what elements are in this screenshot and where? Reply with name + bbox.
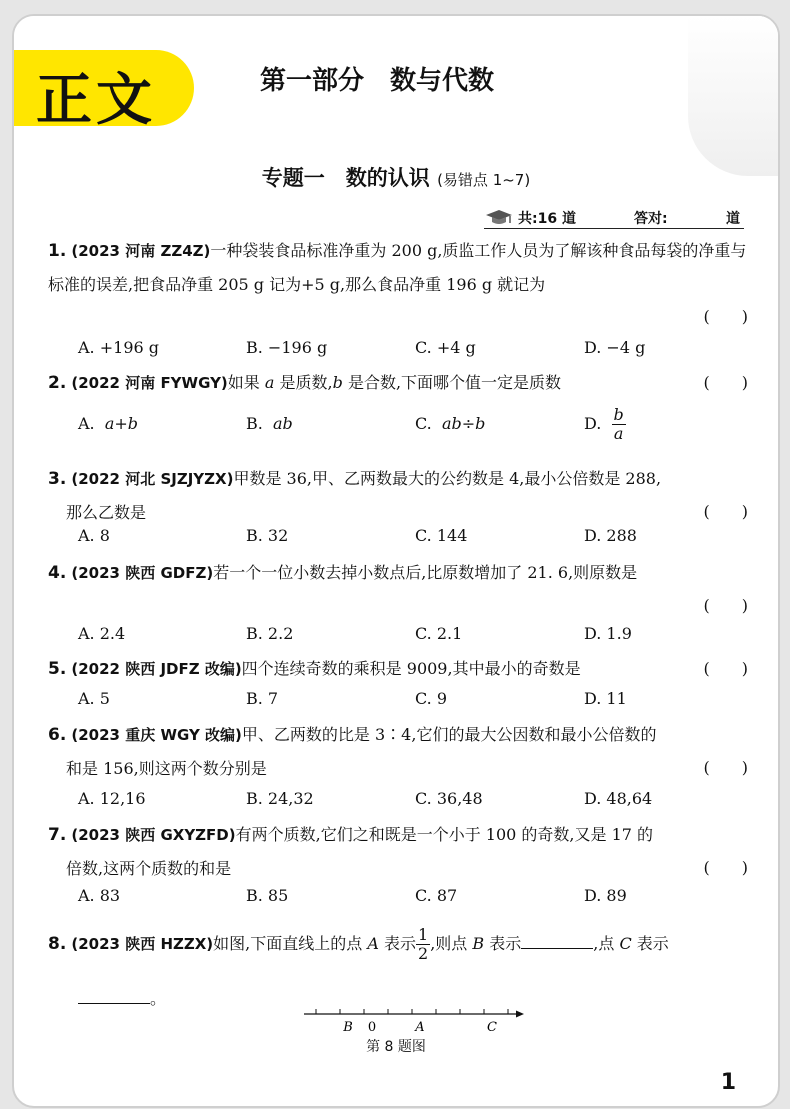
question-text: 如图,下面直线上的点 — [213, 934, 368, 953]
answer-blank-c[interactable] — [78, 987, 150, 1004]
question-text: 那么乙数是 — [66, 503, 147, 522]
question-source: (2023 陕西 GDFZ) — [71, 564, 214, 582]
question-6 — [48, 718, 748, 785]
question-number: 3. — [48, 469, 67, 489]
question-text: 若一个一位小数去掉小数点后,比原数增加了 21. 6,则原数是 — [213, 563, 638, 582]
option-b: B. −196 g — [246, 338, 328, 357]
fraction-numerator: 1 — [418, 925, 429, 944]
question-8 — [48, 926, 748, 963]
question-text: 一种袋装食品标准净重为 200 g,质监工作人员为了解该种食品每袋的净重与标准的误差,把食品净重 205 g 记为+5 g,那么食品净重 196 g 就记为 — [48, 241, 747, 294]
question-1 — [48, 234, 748, 301]
option-d: D. 11 — [584, 689, 627, 708]
fraction-numerator: b — [613, 405, 624, 424]
question-text: 表示 — [484, 934, 522, 953]
option-c: C. 36,48 — [415, 789, 483, 808]
topic-title-text: 专题一 数的认识 — [261, 166, 430, 190]
question-3 — [48, 462, 748, 529]
answer-bracket[interactable]: ( ) — [703, 758, 748, 777]
question-2-options — [78, 405, 738, 454]
point-b-label: B — [343, 1020, 353, 1035]
graduation-cap-icon — [484, 207, 514, 227]
fraction-denominator: 2 — [418, 944, 429, 963]
option-c: C. 2.1 — [415, 624, 463, 643]
option-a: A. 5 — [78, 689, 110, 708]
header-decoration — [688, 16, 778, 176]
question-1-answer-row — [48, 300, 748, 333]
fraction — [612, 406, 626, 443]
question-3-options — [78, 526, 738, 554]
question-5 — [48, 652, 748, 686]
question-4 — [48, 556, 748, 615]
option-b: B. 2.2 — [246, 624, 294, 643]
part-title: 第一部分 数与代数 — [260, 66, 495, 96]
question-text: 甲数是 36,甲、乙两数最大的公约数是 4,最小公倍数是 288, — [233, 469, 662, 488]
page-number: 1 — [720, 1070, 736, 1095]
option-b: B. 24,32 — [246, 789, 314, 808]
question-text: 和是 156,则这两个数分别是 — [66, 759, 267, 778]
section-tag — [12, 50, 194, 133]
figure-caption: 第 8 题图 — [366, 1039, 426, 1055]
option-a: A. 83 — [78, 886, 121, 905]
fraction-denominator: a — [613, 424, 624, 443]
question-1-options — [78, 338, 738, 366]
question-text: 四个连续奇数的乘积是 9009,其中最小的奇数是 — [241, 659, 581, 678]
question-source: (2023 陕西 GXYZFD) — [71, 826, 236, 844]
question-text: 倍数,这两个质数的和是 — [66, 859, 232, 878]
total-count: 共:16 道 — [518, 211, 576, 227]
variable: a — [264, 373, 275, 392]
score-bar — [484, 208, 744, 229]
answer-bracket[interactable]: ( ) — [703, 307, 748, 326]
question-number: 4. — [48, 563, 67, 583]
question-number: 6. — [48, 725, 67, 745]
question-text: 如果 — [227, 373, 265, 392]
option-d: D. 1.9 — [584, 624, 632, 643]
question-6-options — [78, 789, 738, 817]
question-text: 。 — [150, 989, 167, 1008]
correct-unit: 道 — [726, 211, 740, 227]
topic-subtitle: (易错点 1~7) — [437, 171, 531, 189]
question-2 — [48, 366, 748, 400]
answer-bracket[interactable]: ( ) — [703, 596, 748, 615]
option-d — [584, 406, 626, 443]
question-text: 表示 — [631, 934, 669, 953]
answer-blank-b[interactable] — [521, 932, 593, 949]
question-5-options — [78, 689, 738, 717]
option-d: D. −4 g — [584, 338, 646, 357]
answer-bracket[interactable]: ( ) — [703, 502, 748, 521]
answer-bracket[interactable]: ( ) — [703, 858, 748, 877]
answer-bracket[interactable]: ( ) — [703, 659, 748, 678]
variable: b — [332, 373, 343, 392]
question-source: (2023 河南 ZZ4Z) — [71, 242, 211, 260]
origin-label: 0 — [367, 1020, 377, 1035]
question-7 — [48, 818, 748, 885]
fraction — [416, 926, 430, 963]
question-number: 7. — [48, 825, 67, 845]
section-tag-label: 正文 — [36, 68, 156, 133]
option-c: C. 87 — [415, 886, 458, 905]
arrow-icon — [516, 1011, 524, 1018]
question-number: 8. — [48, 934, 67, 954]
question-source: (2022 陕西 JDFZ 改编) — [71, 660, 242, 678]
question-text: ,则点 — [430, 934, 473, 953]
topic-title — [14, 162, 778, 192]
option-a: A. 12,16 — [78, 789, 146, 808]
question-text: 甲、乙两数的比是 3∶4,它们的最大公因数和最小公倍数的 — [241, 725, 657, 744]
question-text: 表示 — [378, 934, 417, 953]
option-d: D. 48,64 — [584, 789, 653, 808]
variable: A — [367, 934, 379, 953]
option-c: C. +4 g — [415, 338, 476, 357]
question-source: (2023 重庆 WGY 改编) — [71, 726, 242, 744]
option-d-label: D. — [584, 414, 602, 433]
question-text: 是质数, — [274, 373, 333, 392]
point-a-label: A — [415, 1020, 425, 1035]
question-source: (2022 河北 SJZJYZX) — [71, 470, 234, 488]
variable: B — [472, 934, 485, 953]
question-4-options — [78, 624, 738, 652]
question-7-options — [78, 886, 738, 914]
answer-bracket[interactable]: ( ) — [703, 373, 748, 392]
question-text: ,点 — [593, 934, 620, 953]
question-source: (2022 河南 FYWGY) — [71, 374, 228, 392]
option-c: C. ab÷b — [415, 414, 486, 433]
question-number: 5. — [48, 659, 67, 679]
option-a: A. 2.4 — [78, 624, 126, 643]
option-a: A. 8 — [78, 526, 110, 545]
question-text: 有两个质数,它们之和既是一个小于 100 的奇数,又是 17 的 — [235, 825, 654, 844]
option-a: A. a+b — [78, 414, 139, 433]
question-number: 2. — [48, 373, 67, 393]
question-number: 1. — [48, 241, 67, 261]
option-c: C. 9 — [415, 689, 448, 708]
option-b: B. ab — [246, 414, 293, 433]
variable: C — [619, 934, 632, 953]
option-c: C. 144 — [415, 526, 468, 545]
option-b: B. 7 — [246, 689, 279, 708]
option-d: D. 89 — [584, 886, 627, 905]
question-text: 是合数,下面哪个值一定是质数 — [342, 373, 562, 392]
correct-label: 答对: — [634, 211, 668, 227]
option-d: D. 288 — [584, 526, 637, 545]
option-b: B. 85 — [246, 886, 289, 905]
option-b: B. 32 — [246, 526, 289, 545]
page — [12, 14, 780, 1108]
option-a: A. +196 g — [78, 338, 159, 357]
question-source: (2023 陕西 HZZX) — [71, 935, 214, 953]
point-c-label: C — [487, 1020, 497, 1035]
